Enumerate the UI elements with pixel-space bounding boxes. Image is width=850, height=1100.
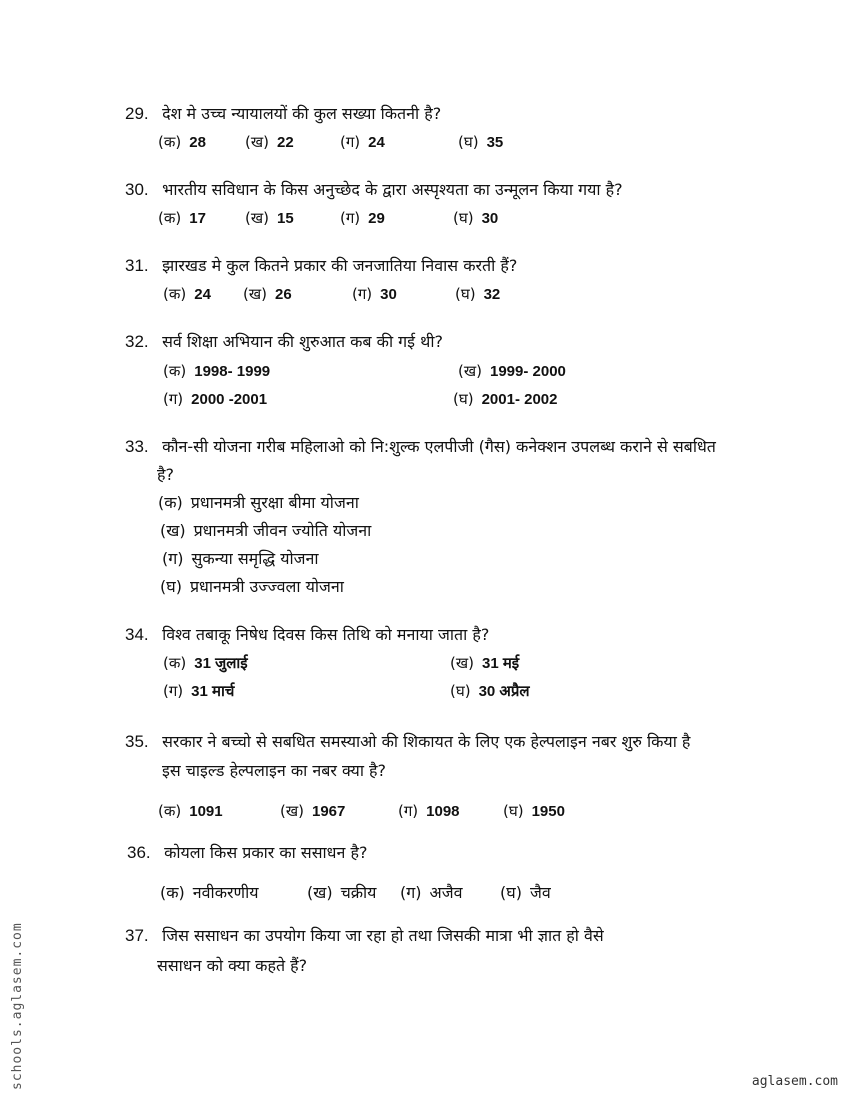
option-value: 28: [189, 134, 206, 151]
option-ga: [163, 387, 267, 412]
option-ka: [163, 359, 270, 384]
question-number: 30.: [125, 180, 149, 199]
option-label: (घ): [450, 682, 471, 700]
option-kha: [245, 206, 294, 231]
question-32: [125, 328, 765, 356]
option-kha: [450, 651, 519, 676]
option-label: (ग): [162, 549, 184, 568]
option-kha: [245, 130, 294, 155]
question-text: भारतीय सविधान के किस अनुच्छेद के द्वारा अस्पृश्यता का उन्मूलन किया गया है?: [162, 180, 623, 199]
question-33: [125, 433, 765, 461]
option-value: 32: [483, 286, 501, 303]
option-ka: [158, 206, 206, 231]
option-label: (घ): [453, 209, 474, 227]
option-ka: [158, 491, 359, 515]
question-number: 34.: [125, 625, 149, 644]
question-30: [125, 176, 765, 204]
option-value: 22: [276, 134, 294, 151]
question-text-continued: ससाधन को क्या कहते हैं?: [157, 956, 308, 975]
question-text-continued: है?: [157, 465, 174, 484]
question-text: झारखड मे कुल कितने प्रकार की जनजातिया निवास करती हैं?: [162, 256, 518, 275]
question-number: 32.: [125, 332, 149, 351]
option-label: (घ): [453, 390, 474, 408]
option-value: 30 अप्रैल: [478, 683, 530, 700]
option-kha: [243, 282, 292, 307]
question-36: [127, 839, 767, 867]
side-watermark: schools.aglasem.com: [10, 922, 25, 1090]
option-value: 30: [380, 286, 397, 303]
option-ka: [163, 651, 248, 676]
footer-watermark: aglasem.com: [751, 1074, 838, 1089]
option-value: अजैव: [429, 883, 463, 902]
option-value: 31 मई: [481, 655, 520, 672]
option-label: (क): [160, 883, 185, 902]
option-label: (ग): [340, 209, 361, 227]
question-text-continued: इस चाइल्ड हेल्पलाइन का नबर क्या है?: [162, 761, 387, 780]
option-label: (ख): [245, 133, 269, 151]
option-label: (क): [158, 493, 183, 512]
option-label: (ग): [340, 133, 361, 151]
question-number: 37.: [125, 926, 149, 945]
option-ga: [163, 679, 234, 704]
question-number: 31.: [125, 256, 149, 275]
option-ga: [352, 282, 397, 307]
option-kha: [458, 359, 566, 384]
question-37: [125, 922, 765, 950]
option-label: (घ): [160, 577, 182, 596]
option-label: (ग): [352, 285, 373, 303]
option-label: (ख): [280, 802, 304, 820]
question-text: देश मे उच्च न्यायालयों की कुल सख्या कितनी है?: [162, 104, 442, 123]
option-label: (घ): [458, 133, 479, 151]
question-number: 35.: [125, 732, 149, 751]
question-text: विश्व तबाकू निषेध दिवस किस तिथि को मनाया जाता है?: [162, 625, 490, 644]
option-gha: [455, 282, 500, 307]
option-value: 15: [276, 210, 294, 227]
option-label: (ग): [163, 390, 184, 408]
option-kha: [160, 519, 371, 543]
option-label: (क): [163, 654, 187, 672]
option-gha: [453, 206, 498, 231]
option-label: (क): [158, 802, 182, 820]
option-label: (ग): [398, 802, 419, 820]
option-value: जैव: [529, 883, 551, 902]
option-label: (ख): [245, 209, 269, 227]
option-ka: [158, 799, 223, 824]
option-ka: [160, 881, 259, 905]
option-ga: [400, 881, 463, 905]
option-gha: [458, 130, 503, 155]
question-number: 36.: [127, 843, 151, 862]
option-value: प्रधानमत्री सुरक्षा बीमा योजना: [190, 493, 359, 512]
question-31: [125, 252, 765, 280]
option-label: (ख): [243, 285, 267, 303]
question-number: 33.: [125, 437, 149, 456]
option-gha: [500, 881, 551, 905]
option-label: (ख): [307, 883, 333, 902]
option-gha: [450, 679, 530, 704]
option-value: 24: [194, 286, 211, 303]
option-value: 31 जुलाई: [194, 655, 248, 672]
option-value: 29: [368, 210, 385, 227]
option-label: (ख): [458, 362, 482, 380]
option-value: 1999- 2000: [489, 363, 566, 380]
question-text: कोयला किस प्रकार का ससाधन है?: [164, 843, 368, 862]
option-value: 2000 -2001: [191, 391, 268, 408]
option-value: प्रधानमत्री जीवन ज्योति योजना: [193, 521, 372, 540]
option-gha: [453, 387, 557, 412]
option-ka: [158, 130, 206, 155]
question-34: [125, 621, 765, 649]
option-kha: [280, 799, 345, 824]
option-value: 1950: [531, 803, 565, 820]
question-35: [125, 728, 765, 756]
option-value: 26: [274, 286, 292, 303]
option-value: प्रधानमत्री उज्ज्वला योजना: [189, 577, 344, 596]
option-value: 24: [368, 134, 385, 151]
option-label: (क): [163, 285, 187, 303]
question-text: जिस ससाधन का उपयोग किया जा रहा हो तथा जिसकी मात्रा भी ज्ञात हो वैसे: [162, 926, 604, 945]
option-value: 1091: [189, 803, 223, 820]
option-gha: [160, 575, 344, 599]
option-label: (क): [158, 133, 182, 151]
option-value: नवीकरणीय: [192, 883, 259, 902]
option-value: 1098: [426, 803, 460, 820]
option-value: 35: [486, 134, 504, 151]
question-text: सरकार ने बच्चो से सबधित समस्याओ की शिकायत के लिए एक हेल्पलाइन नबर शुरु किया है: [162, 732, 691, 751]
option-value: सुकन्या समृद्धि योजना: [191, 549, 319, 568]
option-ga: [340, 206, 385, 231]
option-label: (ख): [450, 654, 474, 672]
option-label: (ख): [160, 521, 186, 540]
option-value: 1967: [311, 803, 346, 820]
option-label: (घ): [500, 883, 522, 902]
question-text: सर्व शिक्षा अभियान की शुरुआत कब की गई थी?: [162, 332, 443, 351]
option-label: (क): [158, 209, 182, 227]
option-value: 17: [189, 210, 206, 227]
question-number: 29.: [125, 104, 149, 123]
option-value: 31 मार्च: [191, 683, 235, 700]
option-label: (ग): [400, 883, 422, 902]
option-ga: [340, 130, 385, 155]
option-ka: [163, 282, 211, 307]
option-ga: [398, 799, 460, 824]
question-29: [125, 100, 765, 128]
option-value: चक्रीय: [340, 883, 377, 902]
question-text: कौन-सी योजना गरीब महिलाओ को नि:शुल्क एलपीजी (गैस) कनेक्शन उपलब्ध कराने से सबधित: [162, 437, 716, 456]
option-kha: [307, 881, 376, 905]
option-gha: [503, 799, 565, 824]
option-label: (ग): [163, 682, 184, 700]
option-value: 1998- 1999: [194, 363, 271, 380]
option-label: (क): [163, 362, 187, 380]
option-value: 2001- 2002: [481, 391, 558, 408]
option-label: (घ): [503, 802, 524, 820]
option-ga: [162, 547, 319, 571]
option-value: 30: [481, 210, 499, 227]
option-label: (घ): [455, 285, 476, 303]
